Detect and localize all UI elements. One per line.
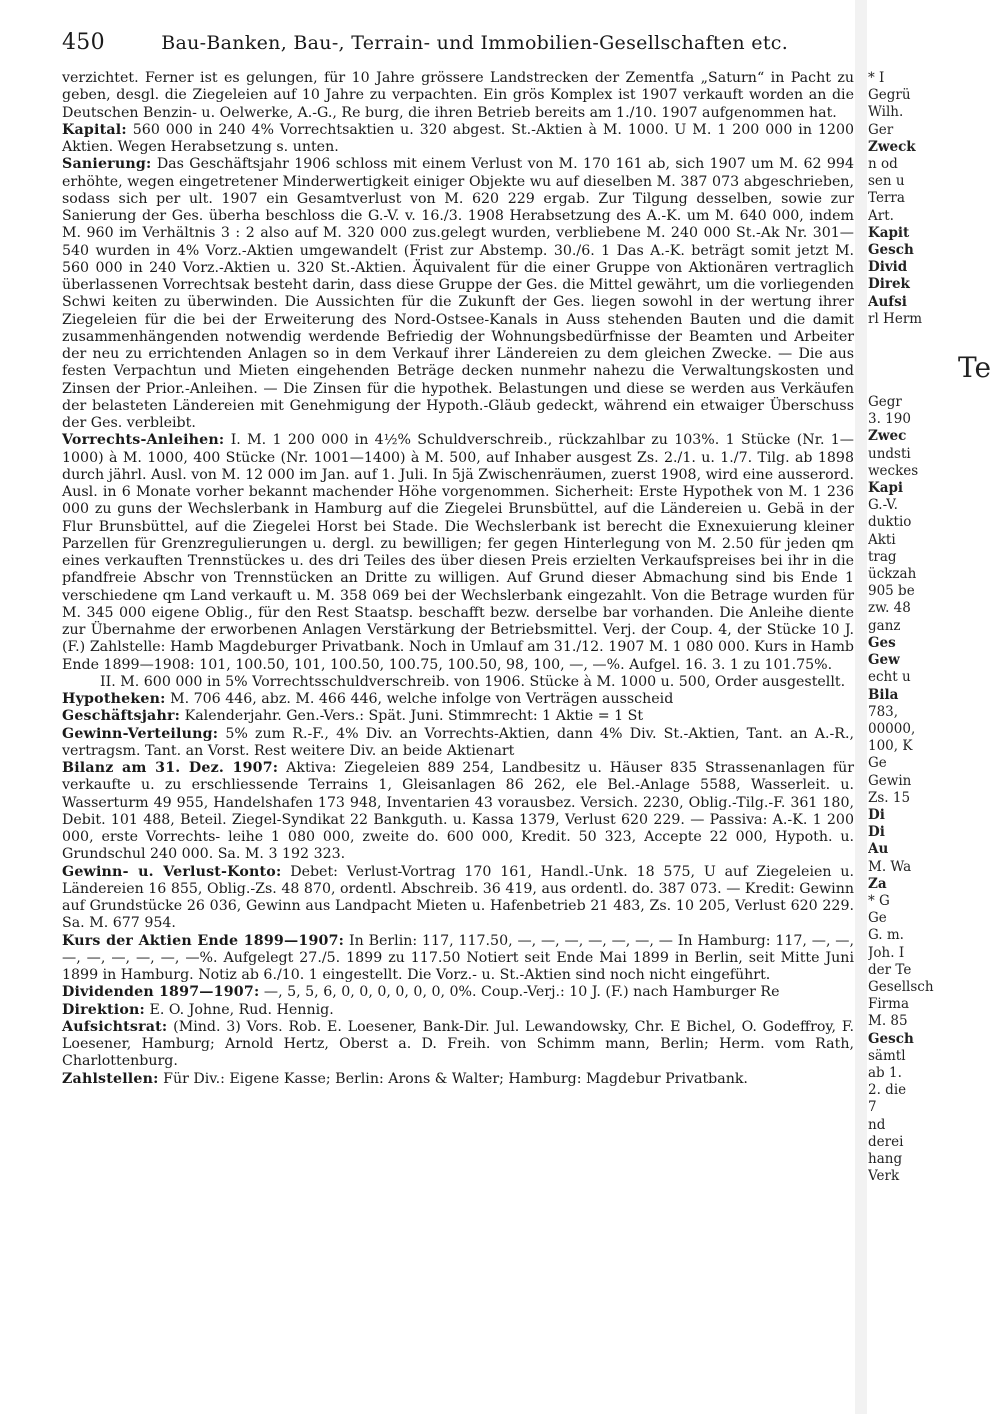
entry-paragraph (62, 432, 854, 674)
fragment-line: hang (868, 1150, 903, 1167)
fragment-line: 783, (868, 703, 899, 720)
entry-label: Dividenden 1897—1907: (62, 984, 260, 1001)
entry-paragraph (62, 674, 854, 691)
fragment-line: M. Wa (868, 858, 912, 875)
entry-paragraph (62, 70, 854, 122)
entry-paragraph (62, 1002, 854, 1019)
fragment-line: rl Herm (868, 310, 923, 327)
entry-label: Kapital: (62, 121, 127, 138)
entry-text: verzichtet. Ferner ist es gelungen, für 10 Jahre grössere Landstrecken der Zementfa „Saturn“ in Pacht zu geben, desgl. die Ziegeleien auf 10 Jahre zu verpachten. Ein grös Komplex ist 1907 verkauft worden an die Deutschen Benzin- u. Oelwerke, A.-G., Re burg, die ihren Betrieb bereits am 1./10. 1907 aufgenommen hat. (62, 70, 854, 121)
entry-text: 560 000 in 240 4% Vorrechtsaktien u. 320 abgest. St.-Aktien à M. 1000. U M. 1 200 000 in 1200 Aktien. Wegen Herabsetzung s. unten. (62, 121, 855, 155)
fragment-line: * I (868, 70, 885, 86)
fragment-line: Te (958, 351, 992, 385)
fragment-line: der Te (868, 961, 912, 978)
fragment-line: 2. die (868, 1082, 907, 1099)
fragment-line: sämtl (868, 1047, 906, 1064)
entry-text: M. 706 446, abz. M. 466 446, welche infolge von Verträgen ausscheid (170, 691, 674, 707)
fragment-line: Firma (868, 996, 909, 1013)
fragment-line: Gesch (868, 242, 914, 259)
entry-text: 5% zum R.-F., 4% Div. an Vorrechts-Aktien, dann 4% Div. St.-Aktien, Tant. an A.-R., vertragsm. Tant. an Vorst. Rest weitere Div. an beide Aktienart (62, 725, 854, 759)
entry-label: Gewinn- u. Verlust-Konto: (62, 863, 282, 880)
entry-text: Debet: Verlust-Vortrag 170 161, Handl.-Unk. 18 575, U auf Ziegeleien u. Ländereien 16 855, Oblig.-Zs. 48 870, ordentl. Abschreib. 36 419, aus ordentl. do. 387 073. — Kredit: Gewinn auf Grundstücke 26 036, Gewinn aus Landpacht Mieten u. Hafenbetrieb 21 483, Zs. 10 205, Verlust 620 229. Sa. M. 677 954. (62, 863, 854, 932)
fragment-line: duktio (868, 514, 912, 531)
fragment-line: Bila (868, 686, 899, 703)
fragment-line: Joh. I (868, 944, 905, 961)
fragment-line: nd (868, 1116, 886, 1133)
fragment-line: sen u (868, 173, 905, 190)
fragment-line: Divid (868, 259, 908, 276)
fragment-line: Zweck (868, 138, 916, 155)
fragment-line: Di (868, 824, 885, 841)
fragment-line: Za (868, 875, 887, 892)
entry-label: Direktion: (62, 1001, 145, 1018)
entry-label: Hypotheken: (62, 691, 166, 707)
page-gutter (855, 0, 867, 1414)
fragment-line: 905 be (868, 583, 915, 600)
fragment-line: Art. (868, 207, 894, 224)
fragment-line: 3. 190 (868, 411, 911, 428)
entry-paragraph (62, 691, 854, 708)
fragment-line: ganz (868, 617, 901, 634)
entry-label: Bilanz am 31. Dez. 1907: (62, 760, 279, 776)
fragment-line: G.-V. (868, 497, 898, 514)
adjacent-page-fragment (868, 70, 1000, 1400)
entry-paragraph (62, 708, 854, 725)
entry-paragraph (62, 864, 854, 933)
fragment-line: Verk (868, 1168, 900, 1185)
entry-paragraph (62, 1019, 854, 1071)
page-number: 450 (62, 30, 105, 55)
fragment-line: weckes (868, 462, 919, 479)
fragment-line: Ges (868, 634, 896, 651)
fragment-line: Wilh. (868, 104, 904, 121)
fragment-line: Ger (868, 121, 894, 138)
fragment-line: Gesch (868, 1030, 914, 1047)
fragment-line: Kapit (868, 224, 910, 241)
entry-text: —, 5, 5, 6, 0, 0, 0, 0, 0, 0, 0%. Coup.-Verj.: 10 J. (F.) nach Hamburger Re (263, 984, 780, 1001)
fragment-line: Di (868, 806, 885, 823)
fragment-line: Gewin (868, 772, 912, 789)
entry-label: Kurs der Aktien Ende 1899—1907: (62, 932, 345, 949)
fragment-line: Terra (868, 190, 905, 207)
main-column (62, 70, 854, 1088)
fragment-line: zw. 48 (868, 600, 911, 617)
entry-paragraph (62, 933, 854, 985)
entry-text: (Mind. 3) Vors. Rob. E. Loesener, Bank-Dir. Jul. Lewandowsky, Chr. E Bichel, O. Godeffroy, F. Loesener, Hamburg; Arnold Hertz, Oberst a. D. Freih. von Schimm mann, Berlin; Herm. vom Rath, Charlottenburg. (62, 1018, 854, 1070)
fragment-line: echt u (868, 669, 911, 686)
entry-text: Kalenderjahr. Gen.-Vers.: Spät. Juni. Stimmrecht: 1 Aktie = 1 St (184, 708, 644, 725)
fragment-line: ab 1. (868, 1064, 902, 1081)
fragment-line: Gegrü (868, 87, 911, 104)
fragment-line: Au (868, 841, 889, 858)
fragment-line: 100, K (868, 738, 913, 755)
entry-text: I. M. 1 200 000 in 4½% Schuldverschreib., rückzahlbar zu 103%. 1 Stücke (Nr. 1—1000) à M. 1000, 400 Stücke (Nr. 1001—1400) à M. 500, auf Inhaber ausgest Zs. 2./1. u. 1./7. Tilg. ab 1898 durch jährl. Ausl. von M. 12 000 im Jan. auf 1. Juli. In 5jä Zwischenräumen, zuerst 1908, wird eine ausserord. Ausl. in 6 Monate vorher bekannt machender Höhe vorgenommen. Sicherheit: Erste Hypothek von M. 1 236 000 zu guns der Wechslerbank in Hamburg auf die Ziegelei Brunsbüttel, auf die Ländereien u. Gebä in der Flur Brunsbüttel, auf die Ziegelei Horst bei Stade. Die Wechslerbank ist berecht die Exnexuierung kleiner Parzellen für Grenzregulierungen u. dergl. zu bewilligen; fer gegen Hinterlegung von M. 2.50 für jeden qm eines verkauften Trennstückes u. des dri Teiles des über diesen Preis erzielten Verkaufspreises bei ihr in die pfandfreie Abschr von Trennstücken an Dritte zu willigen. Auf Grund dieser Abmachung sind bis Ende 1 verschiedene qm Land verkauft u. M. 358 069 bei der Wechslerbank eingezahlt. Von die Betrage wurden für M. 345 000 eigene Oblig., für den Rest Staatsp. beschafft bezw. derselbe bar vorhanden. Die Anleihe diente zur Übernahme der erworbenen Anlagen Verstärkung der Betriebsmittel. Verj. der Coup. 4, der Stücke 10 J. (F.) Zahlstelle: Hamb Magdeburger Privatbank. Noch in Umlauf am 31./12. 1907 M. 1 080 000. Kurs in Hamb Ende 1899—1908: 101, 100.50, 101, 100.50, 100.75, 100.50, 98, 100, —, —%. Aufgel. 16. 3. 1 zu 101.75%. (62, 432, 854, 673)
entry-label: Aufsichtsrat: (62, 1018, 168, 1035)
entry-label: Vorrechts-Anleihen: (62, 432, 225, 449)
running-title: Bau-Banken, Bau-, Terrain- und Immobilien-Gesellschaften etc. (161, 32, 789, 54)
fragment-line: Gesellsch (868, 978, 934, 995)
fragment-line: * G (868, 892, 890, 909)
fragment-line: Ge (868, 755, 887, 772)
entry-label: Sanierung: (62, 156, 152, 173)
fragment-line: ückzah (868, 566, 917, 583)
fragment-line: Akti (868, 531, 896, 548)
fragment-line: 7 (868, 1099, 877, 1116)
fragment-line: Kapi (868, 480, 904, 497)
entry-text: Aktiva: Ziegeleien 889 254, Landbesitz u. Häuser 835 Strassenanlagen für verkaufte u. zu erschliessende Terrains 1, Gleisanlagen 86 262, ele Bel.-Anlage 5588, Wasserleit. u. Wasserturm 49 955, Handelshafen 173 948, Inventarien 43 vorausbez. Versich. 2230, Oblig.-Tilg.-F. 361 180, Debit. 101 488, Beteil. Ziegel-Syndikat 22 Bankguth. u. Kassa 1379, Verlust 620 229. — Passiva: A.-K. 1 200 000, erste Vorrechts- leihe 1 080 000, zweite do. 600 000, Kredit. 50 323, Accepte 22 000, Hypoth. u. Grundschul 240 000. Sa. M. 3 192 323. (62, 760, 854, 863)
fragment-line: Zwec (868, 428, 907, 445)
entry-paragraph (62, 760, 854, 864)
fragment-line: undsti (868, 445, 911, 462)
fragment-line: Aufsi (868, 293, 907, 310)
fragment-line: G. m. (868, 927, 904, 944)
fragment-line: Gegr (868, 394, 902, 411)
fragment-line: Zs. 15 (868, 789, 911, 806)
entry-text: E. O. Johne, Rud. Hennig. (149, 1001, 334, 1018)
entry-text: In Berlin: 117, 117.50, —, —, —, —, —, —, — In Hamburg: 117, —, —, —, —, —, —, —, —%. Aufgelegt 27./5. 1899 zu 117.50 Notiert seit Ende Mai 1899 in Berlin, seit Mitte Juni 1899 in Hamburg. Notiz ab 6./10. 1 eingestellt. Die Vorz.- u. St.-Aktien sind noch nicht eingeführt. (62, 932, 854, 983)
entry-paragraph (62, 1071, 854, 1088)
entry-paragraph (62, 122, 854, 157)
fragment-line: Ge (868, 910, 887, 927)
entry-paragraph (62, 984, 854, 1001)
fragment-line: trag (868, 548, 897, 565)
entry-text: Das Geschäftsjahr 1906 schloss mit einem Verlust von M. 170 161 ab, sich 1907 um M. 62 994 erhöhte, wegen eingetretener Minderwertigkeit einiger Objekte wu auf dieselben M. 387 073 abgeschrieben, sodass sich per ult. 1907 ein Gesamtverlust von M. 620 229 ergab. Zur Tilgung desselben, sowie zur Sanierung der Ges. überha beschloss die G.-V. v. 16./3. 1908 Herabsetzung des A.-K. um M. 640 000, indem M. 960 im Verhältnis 3 : 2 also auf M. 320 000 zus.gelegt wurden, verbliebene M. 240 000 St.-Ak Nr. 301—540 wurden in 4% Vorz.-Aktien umgewandelt (Frist zur Abstemp. 30./6. 1 Das A.-K. beträgt somit jetzt M. 560 000 in 240 Vorz.-Aktien u. 320 St.-Aktien. Äquivalent für die einer Gruppe von Aktionären vertraglich überlassenen Vorrechtsak besteht darin, dass diese Gruppe der Ges. die Mittel gewährt, um die vorliegenden Schwi keiten zu überwinden. Die Aussichten für die Zukunft der Ges. liegen sowohl in der wertung ihrer Ziegeleien für die bei der Erweiterung des Nord-Ostsee-Kanals in Auss stehenden Bauten und die damit zusammenhängenden notwendig werdende Befriedig der Wohnungsbedürfnisse der Beamten und Arbeiter der neu zu errichtenden Anlagen so in dem Verkauf ihrer Ländereien zu dem gleichen Zwecke. — Die aus festen Verpachtun und Mieten eingehenden Beträge decken nunmehr nahezu die Verwaltungskosten und Zinsen der Prior.-Anleihen. — Die Zinsen für die hypothek. Belastungen und diese se werden aus Verkäufen der belasteten Ländereien mit Genehmigung der Hypoth.-Gläub gedeckt, während ein etwaiger Überschuss der Ges. verbleibt. (62, 156, 854, 431)
entry-label: Geschäftsjahr: (62, 708, 181, 725)
fragment-line: M. 85 (868, 1013, 908, 1030)
page-header (62, 30, 862, 55)
fragment-line: Gew (868, 652, 900, 669)
fragment-line: Direk (868, 276, 910, 293)
entry-paragraph (62, 156, 854, 432)
entry-label: Gewinn-Verteilung: (62, 725, 219, 742)
fragment-line: derei (868, 1133, 904, 1150)
entry-text: Für Div.: Eigene Kasse; Berlin: Arons & Walter; Hamburg: Magdebur Privatbank. (163, 1070, 748, 1087)
fragment-line: n od (868, 156, 898, 173)
entry-label: Zahlstellen: (62, 1070, 159, 1087)
entry-paragraph (62, 726, 854, 761)
fragment-line: 00000, (868, 720, 916, 737)
entry-text: II. M. 600 000 in 5% Vorrechtsschuldverschreib. von 1906. Stücke à M. 1000 u. 500, Order ausgestellt. (100, 673, 846, 690)
